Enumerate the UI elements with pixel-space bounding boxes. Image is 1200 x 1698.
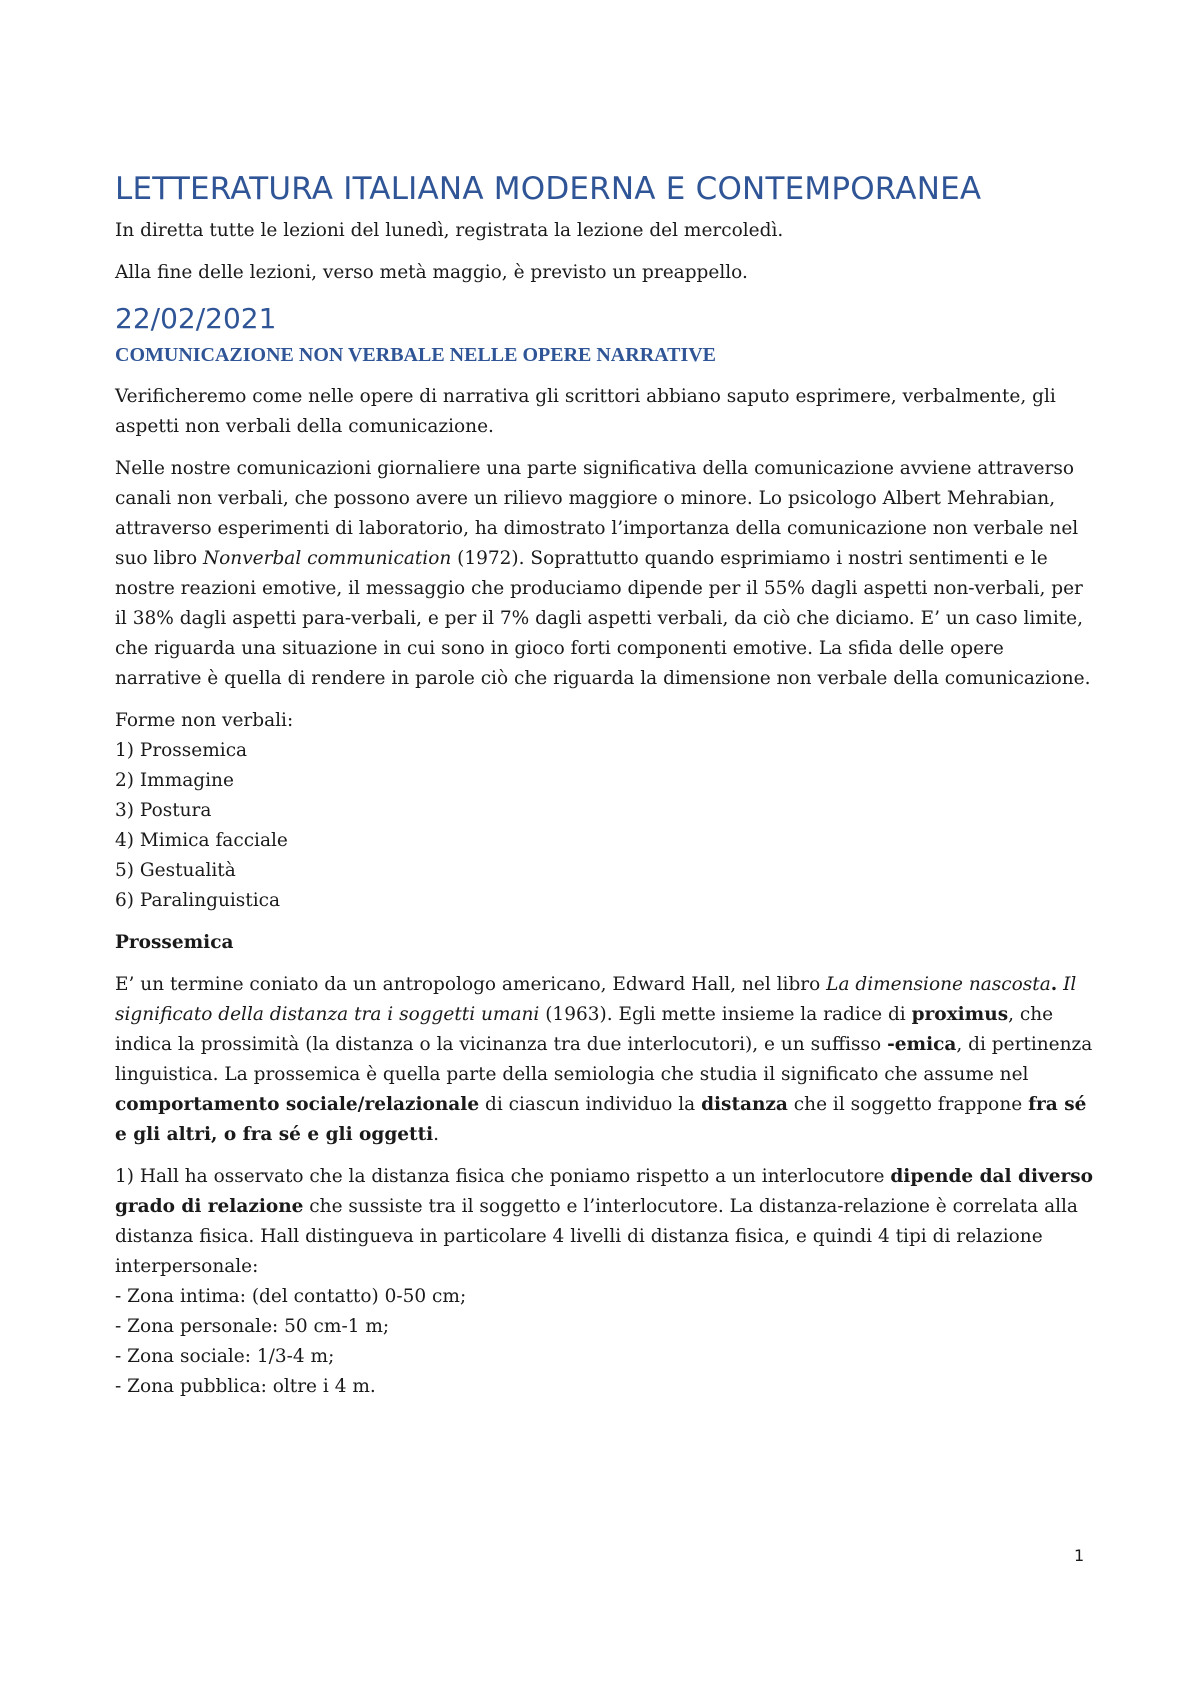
text-span: (1972). Soprattutto quando esprimiamo i nostri sentimenti e le nostre reazioni emotive, il messaggio che produciamo dipende per il 55% dagli aspetti non-verbali, per il 38% dagli aspetti para-verbali, e per il 7% dagli aspetti verbali, da ciò che diciamo. E’ un caso limite, che riguarda una situazione in cui sono in gioco forti componenti emotive. La sfida delle opere narrative è quella di rendere in parole ciò che riguarda la dimensione non verbale della comunicazione. (115, 548, 1091, 689)
forms-label: Forme non verbali: (115, 710, 294, 731)
list-item: 6) Paralinguistica (115, 890, 281, 911)
text-span: (1963). Egli mette insieme la radice di (539, 1004, 912, 1025)
list-item: 3) Postura (115, 800, 212, 821)
text-span: , che indica la prossimità (la distanza o la vicinanza tra due interlocutori), e un suffisso (115, 1004, 1054, 1055)
paragraph-verificheremo: Verificheremo come nelle opere di narrativa gli scrittori abbiano saputo esprimere, verbalmente, gli aspetti non verbali della comunicazione. (115, 386, 1056, 437)
document-body (115, 168, 1095, 1414)
document-title: LETTERATURA ITALIANA MODERNA E CONTEMPORANEA (115, 171, 982, 207)
text-span: . (433, 1124, 440, 1145)
text-span: E’ un termine coniato da un antropologo americano, Edward Hall, nel libro (115, 974, 827, 995)
list-item: 1) Prossemica (115, 740, 248, 761)
bold-text: proximus (911, 1004, 1009, 1025)
paragraph-hall (115, 970, 1095, 1150)
section-title: COMUNICAZIONE NON VERBALE NELLE OPERE NARRATIVE (115, 344, 717, 366)
prossemica-heading: Prossemica (115, 932, 234, 953)
book-title: Nonverbal communication (202, 548, 452, 569)
list-item: 4) Mimica facciale (115, 830, 288, 851)
bold-text: dipende dal diverso grado di relazione (115, 1166, 1094, 1217)
text-span: di ciascun individuo la (479, 1094, 702, 1115)
list-item: 5) Gestualità (115, 860, 236, 881)
intro-paragraph-1: In diretta tutte le lezioni del lunedì, registrata la lezione del mercoledì. (115, 220, 784, 241)
intro-paragraph-2: Alla fine delle lezioni, verso metà maggio, è previsto un preappello. (115, 262, 748, 283)
paragraph-distanza (115, 1162, 1095, 1282)
text-span: Nelle nostre comunicazioni giornaliere una parte significativa della comunicazione avviene attraverso canali non verbali, che possono avere un rilievo maggiore o minore. Lo psicologo Albert Mehrabian, attraverso esperimenti di laboratorio, ha dimostrato l’importanza della comunicazione non verbale nel suo libro (115, 458, 1079, 569)
book-subtitle: Il significato della distanza tra i soggetti umani (115, 974, 1077, 1025)
text-span: che sussiste tra il soggetto e l’interlocutore. La distanza-relazione è correlata alla distanza fisica. Hall distingueva in particolare 4 livelli di distanza fisica, e quindi 4 tipi di relazione interpersonale: (115, 1196, 1078, 1277)
bold-text: -emica (887, 1034, 957, 1055)
page-number: 1 (1074, 1546, 1085, 1565)
forms-list (115, 706, 1095, 916)
list-item: 2) Immagine (115, 770, 234, 791)
date-heading: 22/02/2021 (115, 302, 277, 335)
bold-text: fra sé e gli altri, o fra sé e gli oggetti (115, 1094, 1087, 1145)
text-span: che il soggetto frappone (787, 1094, 1029, 1115)
bold-text: . (1050, 974, 1058, 995)
list-item: - Zona personale: 50 cm-1 m; (115, 1316, 390, 1337)
list-item: - Zona intima: (del contatto) 0-50 cm; (115, 1286, 467, 1307)
text-span: , di pertinenza linguistica. La prossemica è quella parte della semiologia che studia il significato che assume nel (115, 1034, 1093, 1085)
bold-text: comportamento sociale/relazionale (115, 1094, 480, 1115)
list-item: - Zona pubblica: oltre i 4 m. (115, 1376, 376, 1397)
bold-text: distanza (701, 1094, 788, 1115)
list-item: - Zona sociale: 1/3-4 m; (115, 1346, 335, 1367)
zones-block (115, 1162, 1095, 1402)
text-span: 1) Hall ha osservato che la distanza fisica che poniamo rispetto a un interlocutore (115, 1166, 891, 1187)
book-title: La dimensione nascosta (826, 974, 1051, 995)
paragraph-mehrabian (115, 454, 1095, 694)
